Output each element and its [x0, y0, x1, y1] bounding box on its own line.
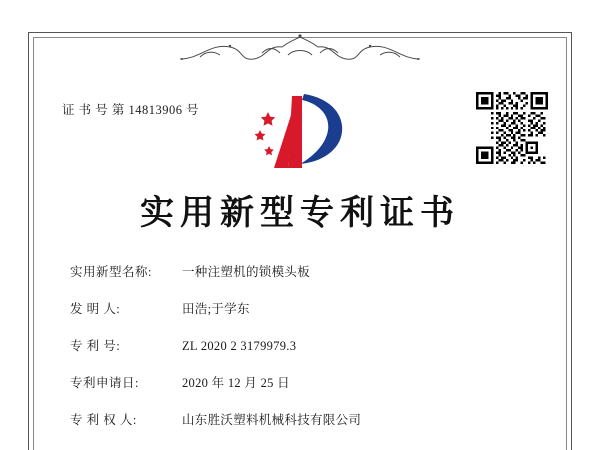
field-row	[70, 262, 540, 280]
field-label-utility-model-name: 实用新型名称:	[70, 265, 152, 279]
field-row	[70, 299, 540, 317]
field-value-utility-model-name: 一种注塑机的锁模头板	[182, 265, 311, 279]
field-label-inventor: 发 明 人:	[70, 302, 121, 316]
field-row	[70, 410, 540, 428]
field-label-patent-number: 专 利 号:	[70, 339, 121, 353]
certificate-number: 证 书 号 第 14813906 号	[62, 103, 200, 117]
page-title: 实用新型专利证书	[140, 195, 460, 232]
field-row	[70, 373, 540, 391]
field-value-patent-number: ZL 2020 2 3179979.3	[182, 339, 297, 353]
field-label-patentee: 专 利 权 人:	[70, 413, 137, 427]
field-value-patentee: 山东胜沃塑料机械科技有限公司	[182, 413, 362, 427]
patent-office-logo-icon	[252, 88, 352, 170]
field-value-application-date: 2020 年 12 月 25 日	[182, 376, 290, 390]
field-label-application-date: 专利申请日:	[70, 376, 139, 390]
field-value-inventor: 田浩;于学东	[182, 302, 250, 316]
field-row	[70, 336, 540, 354]
certificate-fields	[70, 262, 540, 447]
qr-code	[476, 92, 548, 164]
